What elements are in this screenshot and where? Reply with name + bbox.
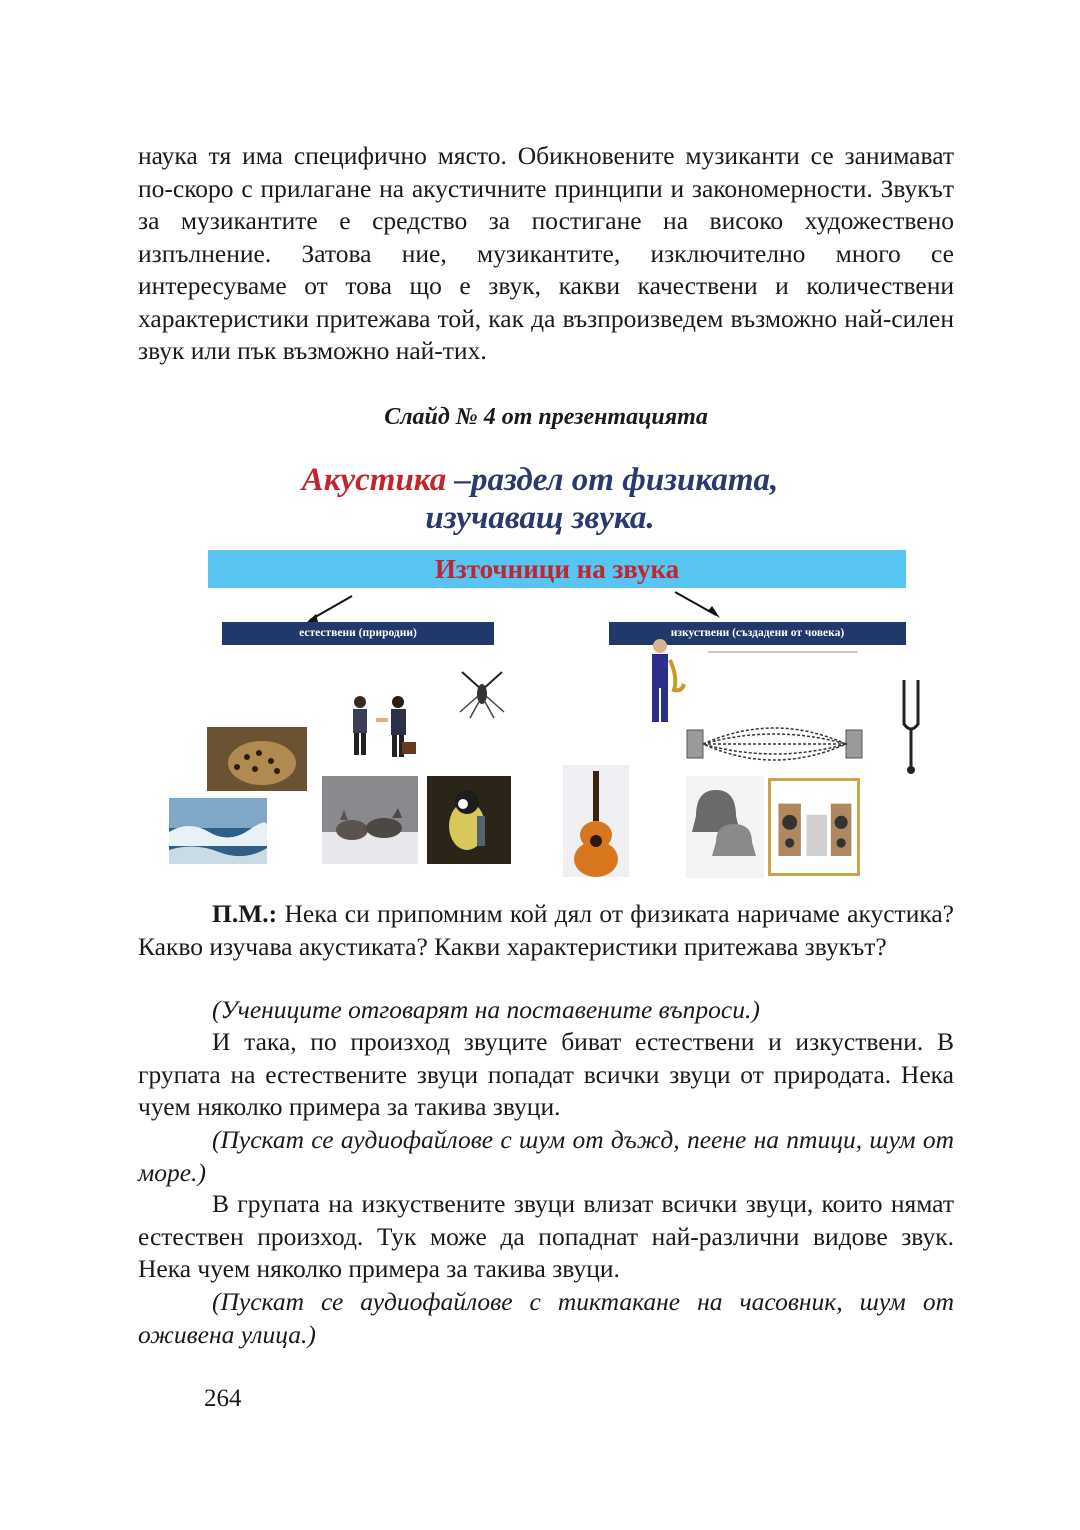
- students-answer: (Учениците отговарят на поставените въпроси.): [212, 995, 760, 1024]
- pm-paragraph: [138, 898, 954, 963]
- pm-text: Нека си припомним кой дял от физиката наричаме акустика? Какво изучава акустиката? Какви характеристики притежава звукът?: [138, 899, 954, 961]
- slide-caption: Слайд № 4 от презентацията: [384, 404, 708, 430]
- mosquito-image: [456, 666, 508, 720]
- slide-title-line1: [160, 462, 920, 498]
- artificial-sources-label: изкуствени (създадени от човека): [609, 622, 906, 645]
- audio-note-2: (Пускат се аудиофайлове с тиктакане на часовник, шум от оживена улица.): [138, 1287, 954, 1349]
- stereo-system-image: [768, 778, 860, 876]
- tuning-fork-image: [900, 678, 922, 776]
- guitar-image: [563, 765, 629, 877]
- audio-note-1: (Пускат се аудиофайлове с шум от дъжд, пеене на птици, шум от море.): [138, 1125, 954, 1187]
- page-number: 264: [204, 1385, 242, 1412]
- pm-label: П.М.:: [212, 899, 278, 928]
- natural-sounds-paragraph: И така, по произход звуците биват естествени и изкуствени. В групата на естествените звуци попадат всички звуци от природата. Нека чуем няколко примера за такива звуци.: [138, 1027, 954, 1121]
- intro-paragraph: наука тя има специфично място. Обикновените музиканти се занимават по-скоро с прилагане на акустичните принципи и закономерности. Звукът за музикантите е средство за постигане на високо художествено изпълнение. Затова ние, музикантите, изключително много се интересуваме от това що е звук, какви качествени и количествени характеристики притежава той, как да възпроизведем възможно най-силен звук или пък възможно най-тих.: [138, 141, 954, 365]
- slide-figure: [160, 448, 920, 882]
- leopard-image: [207, 727, 307, 791]
- business-people-image: [338, 694, 424, 764]
- bird-image: [427, 776, 511, 864]
- sea-waves-image: [169, 798, 267, 864]
- wolves-image: [322, 776, 418, 864]
- bells-image: [686, 776, 764, 878]
- slide-title-line2: изучаващ звука.: [425, 500, 655, 536]
- artificial-sounds-paragraph: В групата на изкуствените звуци влизат всички звуци, които нямат естествен произход. Тук може да попаднат най-различни видове звук. Нека чуем няколко примера за такива звуци.: [138, 1189, 954, 1283]
- slide-title-acoustics: Акустика: [301, 462, 447, 498]
- saxophonist-image: [638, 638, 688, 728]
- standing-wave-diagram: [686, 718, 864, 772]
- slide-title-rest: –раздел от физиката,: [446, 462, 779, 498]
- natural-sources-label: естествени (природни): [222, 622, 494, 645]
- sources-banner: Източници на звука: [208, 550, 906, 588]
